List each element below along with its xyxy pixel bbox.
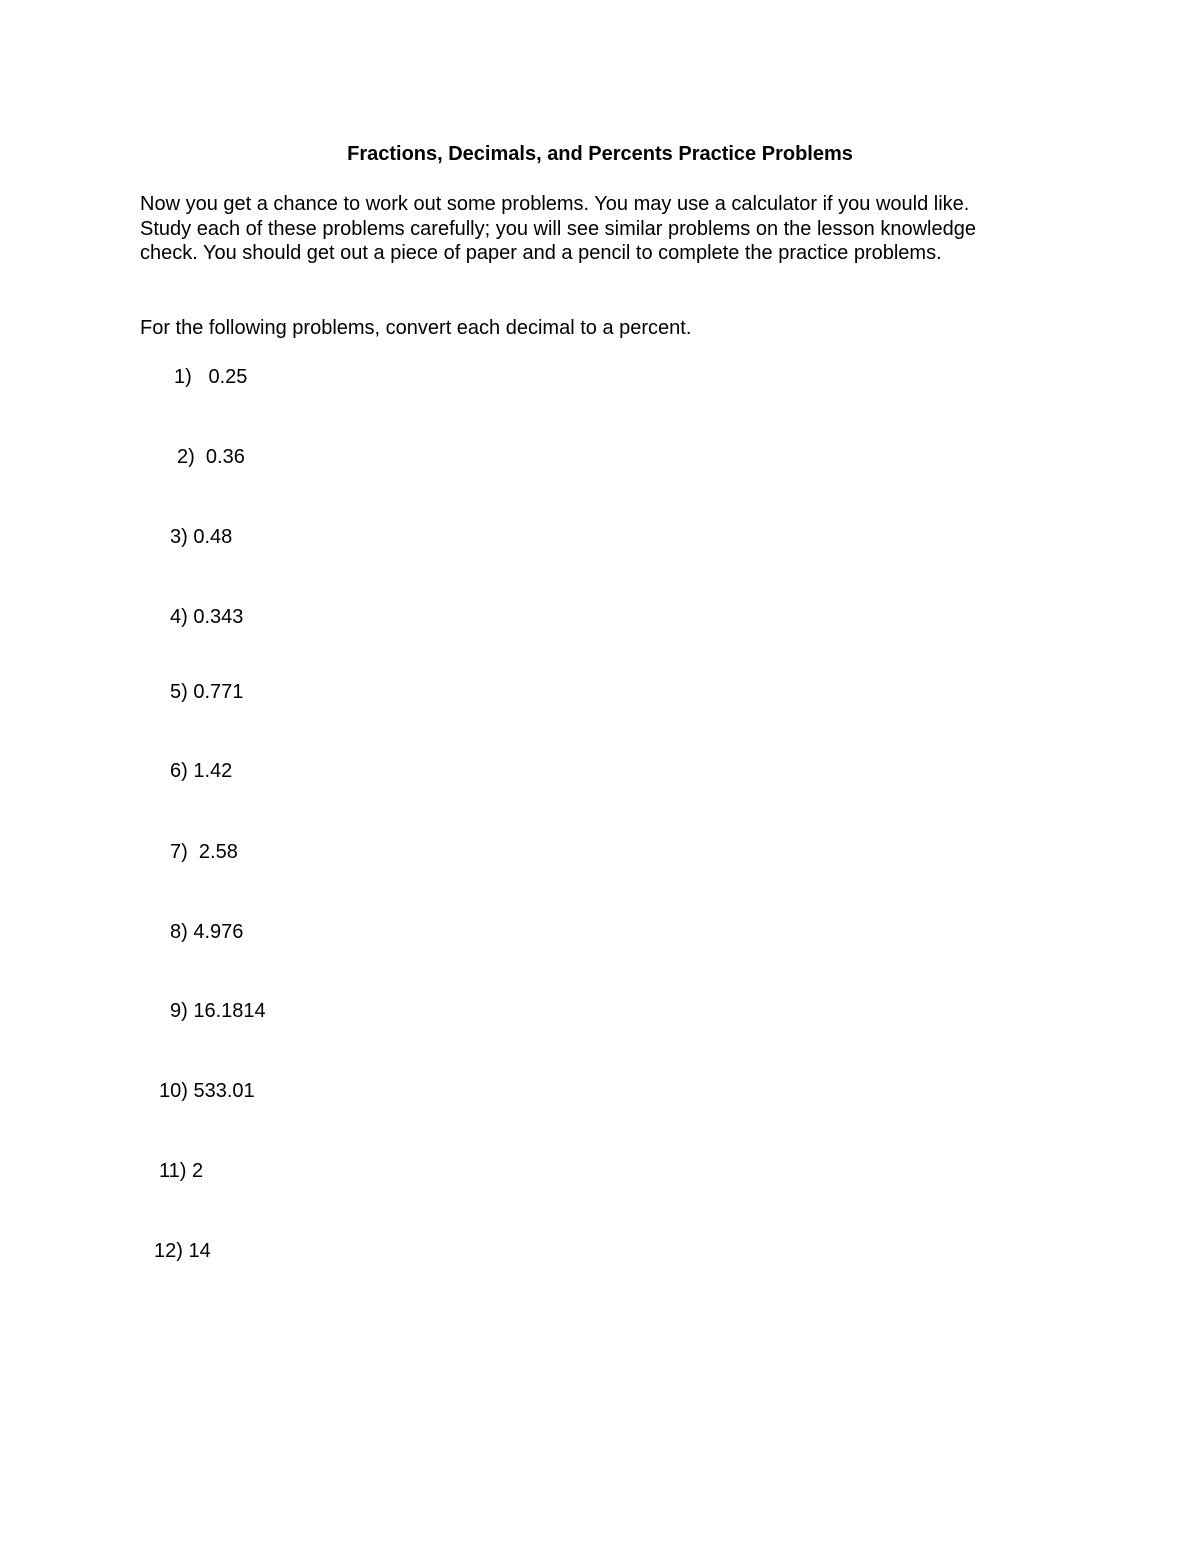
- problem-number: 12): [154, 1240, 183, 1262]
- problem-number: 1): [174, 366, 192, 388]
- problem-number: 6): [170, 760, 188, 782]
- problem-number: 10): [159, 1080, 188, 1102]
- problem-number: 2): [177, 446, 195, 468]
- problem-item: [170, 920, 243, 944]
- intro-line: Now you get a chance to work out some problems. You may use a calculator if you would like.: [140, 193, 970, 215]
- page-title: Fractions, Decimals, and Percents Practice Problems: [347, 143, 853, 165]
- problem-number: 7): [170, 841, 188, 863]
- problem-item: [159, 1159, 203, 1183]
- problem-value: 4.976: [193, 921, 244, 943]
- instruction-text: For the following problems, convert each decimal to a percent.: [140, 317, 692, 339]
- problem-number: 3): [170, 526, 188, 548]
- problem-value: 0.25: [208, 366, 248, 388]
- problem-item: [170, 525, 232, 549]
- problem-value: 0.343: [193, 606, 244, 628]
- problem-item: [170, 680, 243, 704]
- problem-item: [170, 759, 232, 783]
- problem-item: [159, 1079, 255, 1103]
- problem-item: [170, 840, 238, 864]
- problem-value: 0.771: [193, 681, 244, 703]
- problem-value: 0.48: [193, 526, 233, 548]
- problem-value: 14: [188, 1240, 211, 1262]
- problem-number: 4): [170, 606, 188, 628]
- problem-number: 8): [170, 921, 188, 943]
- intro-line: Study each of these problems carefully; you will see similar problems on the lesson knowledge: [140, 217, 976, 240]
- intro-line: check. You should get out a piece of paper and a pencil to complete the practice problems.: [140, 242, 942, 264]
- problem-item: [177, 445, 245, 469]
- problem-number: 5): [170, 681, 188, 703]
- problem-item: [170, 605, 243, 629]
- problem-item: [174, 365, 247, 389]
- intro-paragraph: [140, 192, 1070, 266]
- problem-value: 533.01: [193, 1080, 255, 1102]
- problem-value: 1.42: [193, 760, 233, 782]
- problem-number: 11): [159, 1160, 187, 1182]
- problem-value: 16.1814: [193, 1000, 266, 1022]
- problem-value: 2.58: [198, 841, 238, 863]
- problem-item: [154, 1239, 211, 1263]
- problem-value: 0.36: [205, 446, 245, 468]
- problem-value: 2: [191, 1160, 204, 1182]
- problem-number: 9): [170, 1000, 188, 1022]
- problem-item: [170, 999, 266, 1023]
